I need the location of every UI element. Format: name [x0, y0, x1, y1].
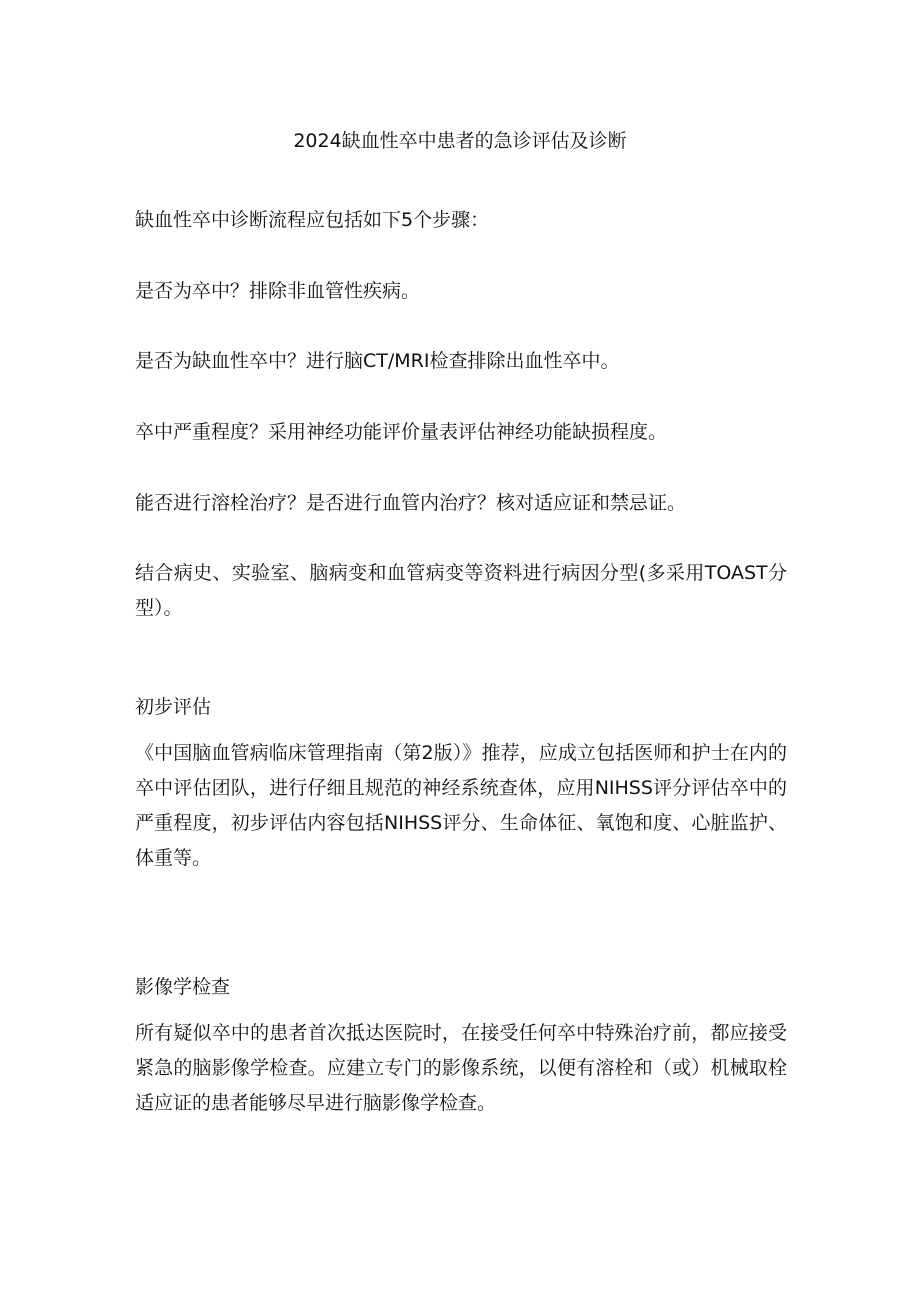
section-body-initial-assessment: 《中国脑血管病临床管理指南（第2版）》推荐，应成立包括医师和护士在内的卒中评估团队，进行仔细且规范的神经系统查体，应用NIHSS评分评估卒中的严重程度，初步评估内容包括NIHSS评分、生命体征、氧饱和度、心脏监护、体重等。: [135, 742, 787, 869]
step-5: 结合病史、实验室、脑病变和血管病变等资料进行病因分型(多采用TOAST分型）。: [135, 562, 787, 619]
section-heading-imaging: 影像学检查: [135, 976, 231, 998]
intro-text: 缺血性卒中诊断流程应包括如下5个步骤：: [135, 209, 490, 231]
step-2: 是否为缺血性卒中？进行脑CT/MRI检查排除出血性卒中。: [135, 350, 620, 372]
step-3: 卒中严重程度？采用神经功能评价量表评估神经功能缺损程度。: [135, 421, 668, 443]
step-1: 是否为卒中？排除非血管性疾病。: [135, 280, 421, 302]
section-heading-initial-assessment: 初步评估: [135, 696, 212, 718]
step-4: 能否进行溶栓治疗？是否进行血管内治疗？核对适应证和禁忌证。: [135, 492, 687, 514]
document-title: 2024缺血性卒中患者的急诊评估及诊断: [293, 130, 627, 152]
section-body-imaging: 所有疑似卒中的患者首次抵达医院时，在接受任何卒中特殊治疗前，都应接受紧急的脑影像学检查。应建立专门的影像系统，以便有溶栓和（或）机械取栓适应证的患者能够尽早进行脑影像学检查。: [135, 1022, 787, 1114]
